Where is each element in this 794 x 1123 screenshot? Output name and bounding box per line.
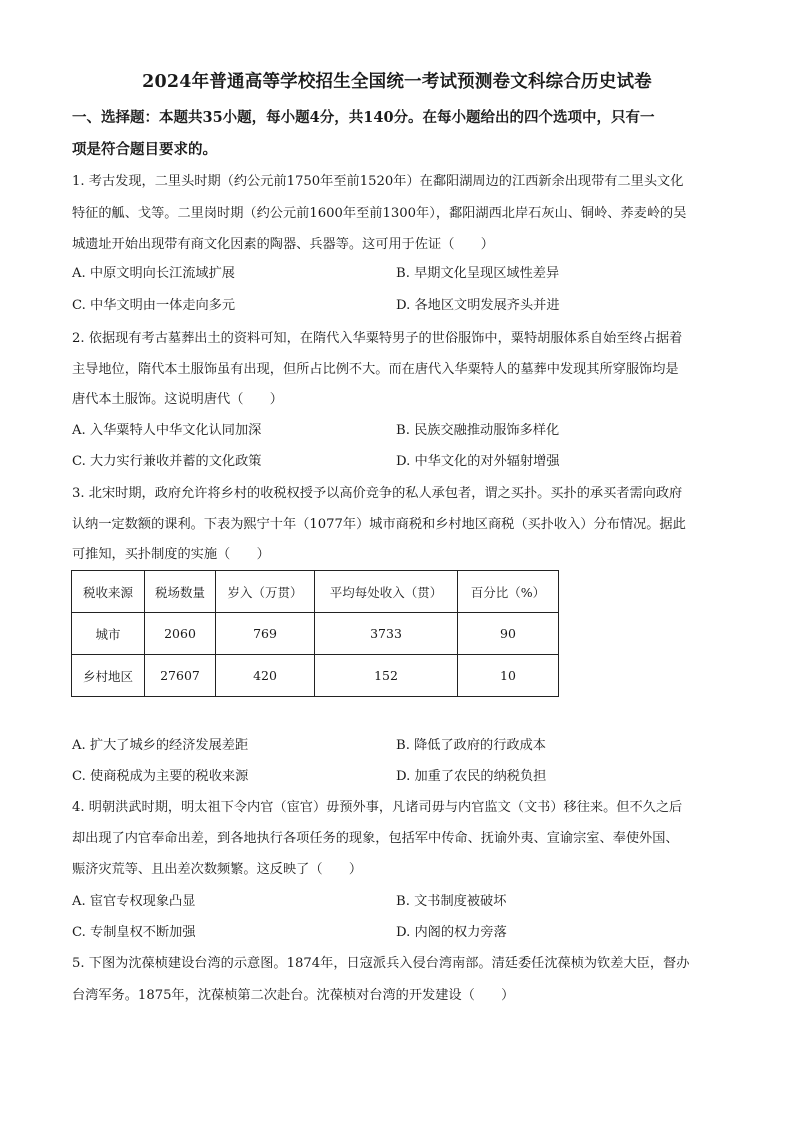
question-1-text-line-2: 特征的觚、戈等。二里岗时期（约公元前1600年至前1300年），鄱阳湖西北岸石灰山、铜岭、荞麦岭的吴: [72, 206, 687, 221]
page-title: 2024年普通高等学校招生全国统一考试预测卷文科综合历史试卷: [142, 72, 652, 92]
question-4-option-a: A. 宦官专权现象凸显: [72, 894, 196, 909]
question-4-text-line-1: 4. 明朝洪武时期，明太祖下令内官（宦官）毋预外事，凡诸司毋与内官监文（文书）移往来。但不久之后: [72, 800, 683, 815]
section-heading-line-1: 一、选择题：本题共35小题，每小题4分，共140分。在每小题给出的四个选项中，只有一: [72, 109, 655, 126]
question-2-option-b: B. 民族交融推动服饰多样化: [396, 423, 560, 438]
table-cell: 2060: [145, 613, 216, 655]
table-cell: 10: [458, 655, 559, 697]
table-header-cell: 岁入（万贯）: [216, 571, 315, 613]
section-heading-line-2: 项是符合题目要求的。: [72, 141, 217, 158]
question-1-option-d: D. 各地区文明发展齐头并进: [396, 298, 560, 313]
question-2-text-line-3: 唐代本土服饰。这说明唐代（ ）: [72, 392, 283, 407]
question-4-option-b: B. 文书制度被破坏: [396, 894, 507, 909]
question-2-option-d: D. 中华文化的对外辐射增强: [396, 454, 560, 469]
question-4-text-line-3: 赈济灾荒等、且出差次数频繁。这反映了（ ）: [72, 862, 363, 877]
table-cell: 3733: [315, 613, 458, 655]
question-1-option-b: B. 早期文化呈现区域性差异: [396, 266, 560, 281]
question-4-text-line-2: 却出现了内官奉命出差，到各地执行各项任务的现象，包括军中传命、抚谕外夷、宣谕宗室、奉使外国、: [72, 831, 679, 846]
question-1-text-line-1: 1. 考古发现，二里头时期（约公元前1750年至前1520年）在鄱阳湖周边的江西新余出现带有二里头文化: [72, 174, 684, 189]
tax-distribution-table: [71, 570, 559, 697]
question-3-option-a: A. 扩大了城乡的经济发展差距: [72, 738, 249, 753]
question-2-option-c: C. 大力实行兼收并蓄的文化政策: [72, 454, 262, 469]
table-row: [72, 613, 559, 655]
question-3-text-line-3: 可推知，买扑制度的实施（ ）: [72, 547, 270, 562]
question-2-text-line-1: 2. 依据现有考古墓葬出土的资料可知，在隋代入华粟特男子的世俗服饰中，粟特胡服体系自始至终占据着: [72, 331, 683, 346]
table-cell: 27607: [145, 655, 216, 697]
question-3-option-c: C. 使商税成为主要的税收来源: [72, 769, 249, 784]
table-header-cell: 百分比（%）: [458, 571, 559, 613]
question-5-text-line-2: 台湾军务。1875年，沈葆桢第二次赴台。沈葆桢对台湾的开发建设（ ）: [72, 988, 515, 1003]
question-3-option-d: D. 加重了农民的纳税负担: [396, 769, 547, 784]
question-3-text-line-1: 3. 北宋时期，政府允许将乡村的收税权授予以高价竞争的私人承包者，谓之买扑。买扑的承买者需向政府: [72, 486, 683, 501]
question-1-text-line-3: 城遗址开始出现带有商文化因素的陶器、兵器等。这可用于佐证（ ）: [72, 237, 494, 252]
question-3-text-line-2: 认纳一定数额的课利。下表为熙宁十年（1077年）城市商税和乡村地区商税（买扑收入）分布情况。据此: [72, 517, 686, 532]
question-2-text-line-2: 主导地位，隋代本土服饰虽有出现，但所占比例不大。而在唐代入华粟特人的墓葬中发现其所穿服饰均是: [72, 362, 679, 377]
question-2-option-a: A. 入华粟特人中华文化认同加深: [72, 423, 262, 438]
table-cell: 乡村地区: [72, 655, 145, 697]
question-4-option-d: D. 内阁的权力旁落: [396, 925, 507, 940]
table-cell: 152: [315, 655, 458, 697]
table-cell: 769: [216, 613, 315, 655]
table-header-cell: 税场数量: [145, 571, 216, 613]
question-3-option-b: B. 降低了政府的行政成本: [396, 738, 546, 753]
question-4-option-c: C. 专制皇权不断加强: [72, 925, 196, 940]
table-cell: 城市: [72, 613, 145, 655]
table-cell: 420: [216, 655, 315, 697]
question-5-text-line-1: 5. 下图为沈葆桢建设台湾的示意图。1874年，日寇派兵入侵台湾南部。清廷委任沈葆桢为钦差大臣，督办: [72, 956, 690, 971]
table-row: [72, 655, 559, 697]
table-header-cell: 平均每处收入（贯）: [315, 571, 458, 613]
table-cell: 90: [458, 613, 559, 655]
question-1-option-c: C. 中华文明由一体走向多元: [72, 298, 236, 313]
table-header-cell: 税收来源: [72, 571, 145, 613]
table-header-row: [72, 571, 559, 613]
question-1-option-a: A. 中原文明向长江流域扩展: [72, 266, 235, 281]
